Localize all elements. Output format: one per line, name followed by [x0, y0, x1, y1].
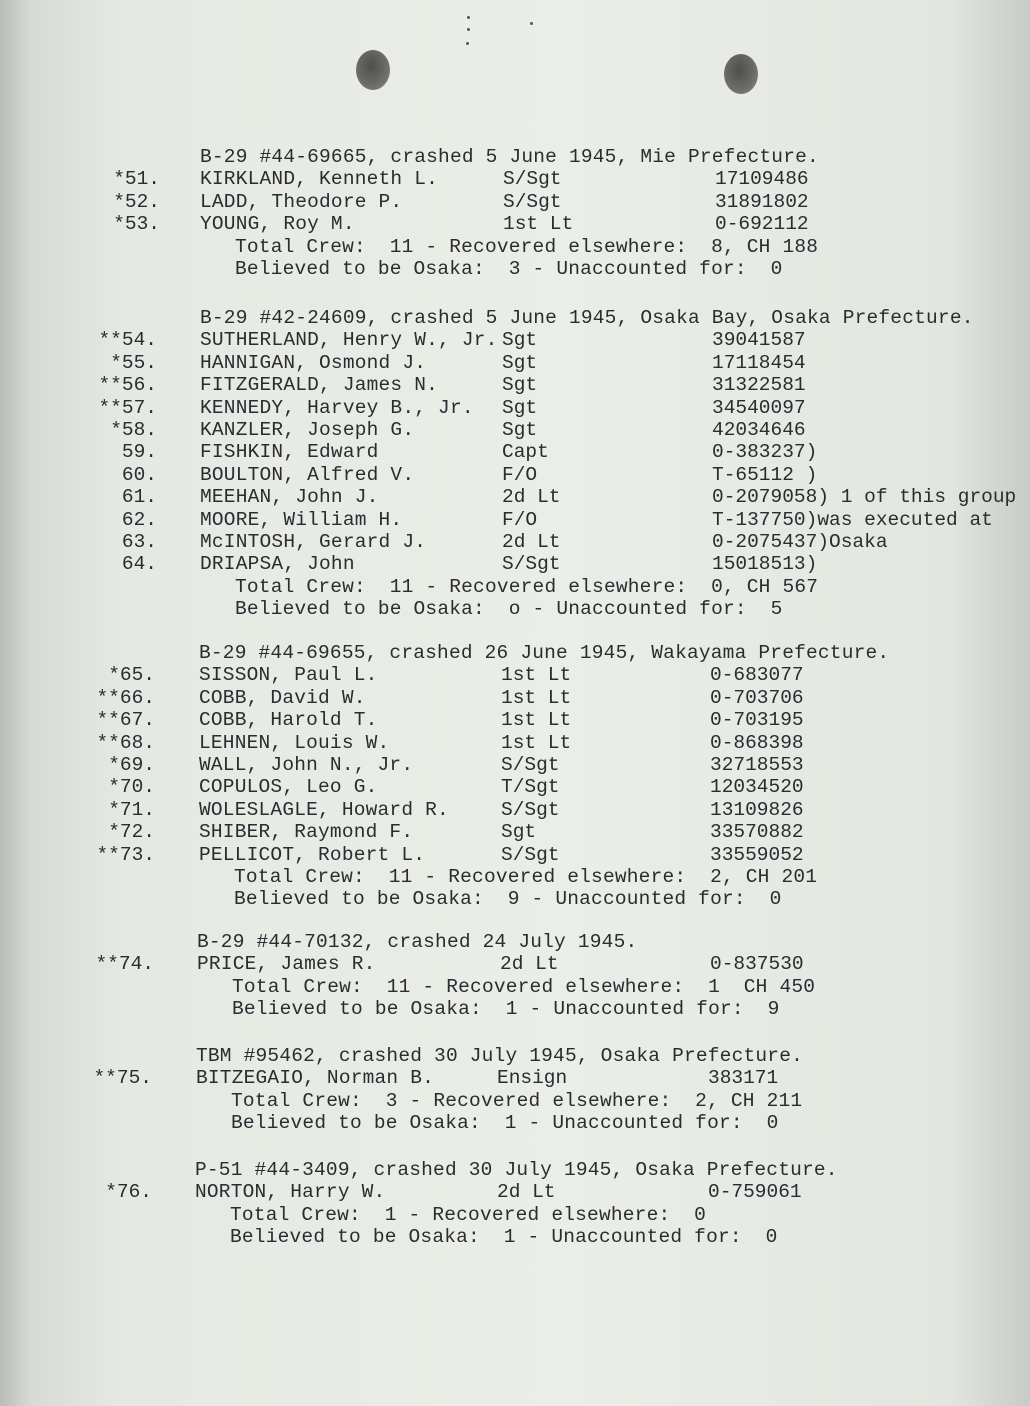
- crew-number: *76.: [105, 1181, 152, 1204]
- crew-serial: 0-2079058) 1 of this group: [712, 486, 1017, 509]
- crew-serial: 32718553: [710, 754, 804, 776]
- crew-name: KENNEDY, Harvey B., Jr.: [200, 396, 474, 419]
- crew-serial: 0-837530: [710, 953, 804, 976]
- crew-rank: S/Sgt: [501, 754, 560, 776]
- crew-rank: Sgt: [502, 374, 538, 397]
- crew-serial: 42034646: [712, 419, 806, 441]
- crew-serial: 0-703195: [710, 709, 804, 732]
- punch-hole-left: [356, 50, 390, 90]
- crew-rank: Ensign: [497, 1067, 568, 1090]
- crew-rank: 2d Lt: [502, 486, 561, 509]
- crash-header: B-29 #42-24609, crashed 5 June 1945, Osaka Bay, Osaka Prefecture.: [200, 307, 974, 329]
- total-crew-line: Total Crew: 11 - Recovered elsewhere: 8, CH 188: [235, 235, 819, 258]
- crew-name: COBB, David W.: [199, 686, 366, 709]
- believed-line: Believed to be Osaka: 1 - Unaccounted for: 0: [230, 1226, 778, 1249]
- crew-rank: S/Sgt: [501, 798, 560, 821]
- crew-name: PRICE, James R.: [197, 953, 376, 976]
- crew-serial: 17109486: [715, 168, 809, 191]
- crew-number: **57.: [98, 396, 157, 419]
- crew-rank: Sgt: [502, 419, 538, 441]
- crew-number: *72.: [108, 821, 155, 844]
- crew-rank: Sgt: [502, 329, 538, 352]
- crew-name: FITZGERALD, James N.: [200, 374, 439, 397]
- crew-name: COPULOS, Leo G.: [199, 776, 378, 799]
- crew-rank: 1st Lt: [501, 731, 572, 754]
- crew-number: **75.: [93, 1067, 152, 1090]
- crew-name: KIRKLAND, Kenneth L.: [200, 168, 439, 191]
- crash-header: TBM #95462, crashed 30 July 1945, Osaka Prefecture.: [196, 1045, 803, 1067]
- crew-rank: Sgt: [501, 821, 537, 844]
- crew-name: McINTOSH, Gerard J.: [200, 531, 427, 553]
- crew-name: HANNIGAN, Osmond J.: [200, 351, 427, 374]
- crew-number: *55.: [110, 351, 157, 374]
- crew-serial: 0-692112: [715, 213, 809, 236]
- believed-line: Believed to be Osaka: 9 - Unaccounted for: 0: [234, 888, 782, 911]
- crew-number: **54.: [98, 329, 157, 352]
- crew-serial: 15018513): [712, 553, 818, 576]
- paper-speck: [467, 28, 470, 31]
- crew-rank: S/Sgt: [503, 168, 562, 191]
- crew-serial: 0-759061: [708, 1181, 802, 1204]
- crew-serial: 33570882: [710, 821, 804, 844]
- crew-serial: 31891802: [715, 190, 809, 213]
- crew-name: LEHNEN, Louis W.: [199, 731, 390, 754]
- crew-rank: 1st Lt: [501, 664, 572, 687]
- crew-number: 59.: [121, 441, 157, 464]
- crew-name: SUTHERLAND, Henry W., Jr.: [200, 329, 498, 352]
- crew-name: SISSON, Paul L.: [199, 664, 378, 687]
- crew-number: *71.: [108, 798, 155, 821]
- believed-line: Believed to be Osaka: 1 - Unaccounted for: 0: [231, 1112, 779, 1135]
- paper-speck: [466, 42, 469, 45]
- crew-number: *51.: [113, 168, 160, 191]
- crew-number: **74.: [95, 953, 154, 976]
- crew-serial: 39041587: [712, 329, 806, 352]
- crew-name: BOULTON, Alfred V.: [200, 463, 415, 486]
- crash-header: B-29 #44-69665, crashed 5 June 1945, Mie Prefecture.: [200, 146, 819, 168]
- crew-serial: 31322581: [712, 374, 806, 397]
- crew-number: **68.: [96, 731, 155, 754]
- paper-speck: [467, 16, 470, 19]
- crew-serial: 0-868398: [710, 731, 804, 754]
- crew-rank: 1st Lt: [501, 686, 572, 709]
- crew-name: PELLICOT, Robert L.: [199, 843, 426, 866]
- crew-number: 62.: [121, 508, 157, 531]
- crew-name: YOUNG, Roy M.: [200, 213, 355, 236]
- believed-line: Believed to be Osaka: 1 - Unaccounted for: 9: [232, 998, 780, 1021]
- believed-line: Believed to be Osaka: o - Unaccounted for: 5: [235, 598, 783, 621]
- crew-number: 63.: [121, 531, 157, 553]
- crew-rank: T/Sgt: [501, 776, 560, 799]
- crew-rank: S/Sgt: [502, 553, 561, 576]
- crash-header: B-29 #44-69655, crashed 26 June 1945, Wakayama Prefecture.: [199, 642, 890, 664]
- crew-name: BITZEGAIO, Norman B.: [196, 1067, 435, 1090]
- crew-rank: 2d Lt: [502, 531, 561, 553]
- total-crew-line: Total Crew: 11 - Recovered elsewhere: 1 CH 450: [232, 975, 816, 998]
- crew-number: *70.: [108, 776, 155, 799]
- total-crew-line: Total Crew: 3 - Recovered elsewhere: 2, CH 211: [231, 1089, 803, 1112]
- crew-serial: 13109826: [710, 798, 804, 821]
- crew-number: **66.: [96, 686, 155, 709]
- crew-serial: T-137750)was executed at: [712, 508, 993, 531]
- crew-rank: 2d Lt: [497, 1181, 556, 1204]
- crew-serial: 12034520: [710, 776, 804, 799]
- crew-rank: F/O: [502, 463, 538, 486]
- crew-rank: Sgt: [502, 351, 538, 374]
- crew-name: KANZLER, Joseph G.: [200, 419, 415, 441]
- crew-name: LADD, Theodore P.: [200, 190, 403, 213]
- crew-serial: 33559052: [710, 843, 804, 866]
- crew-number: 61.: [121, 486, 157, 509]
- crew-serial: 0-2075437)Osaka: [712, 531, 888, 553]
- paper-speck: [530, 22, 533, 25]
- crew-name: NORTON, Harry W.: [195, 1181, 386, 1204]
- crew-serial: 0-683077: [710, 664, 804, 687]
- total-crew-line: Total Crew: 1 - Recovered elsewhere: 0: [230, 1203, 707, 1226]
- crew-rank: Sgt: [502, 396, 538, 419]
- crew-number: *58.: [110, 419, 157, 441]
- crew-rank: Capt: [502, 441, 549, 464]
- crash-header: B-29 #44-70132, crashed 24 July 1945.: [197, 931, 638, 953]
- crew-name: SHIBER, Raymond F.: [199, 821, 414, 844]
- crew-rank: 1st Lt: [503, 213, 574, 236]
- crew-name: DRIAPSA, John: [200, 553, 355, 576]
- punch-hole-right: [724, 54, 758, 94]
- believed-line: Believed to be Osaka: 3 - Unaccounted for: 0: [235, 258, 783, 280]
- crew-name: MOORE, William H.: [200, 508, 403, 531]
- crew-number: **56.: [98, 374, 157, 397]
- crew-number: **73.: [96, 843, 155, 866]
- crew-serial: 383171: [708, 1067, 779, 1090]
- crew-rank: S/Sgt: [501, 843, 560, 866]
- crew-name: COBB, Harold T.: [199, 709, 378, 732]
- crash-header: P-51 #44-3409, crashed 30 July 1945, Osaka Prefecture.: [195, 1159, 838, 1181]
- crew-serial: 0-383237): [712, 441, 818, 464]
- crew-name: WOLESLAGLE, Howard R.: [199, 798, 449, 821]
- crew-number: 60.: [121, 463, 157, 486]
- crew-name: WALL, John N., Jr.: [199, 754, 414, 776]
- crew-number: *53.: [113, 213, 160, 236]
- crew-serial: 0-703706: [710, 686, 804, 709]
- crew-serial: 34540097: [712, 396, 806, 419]
- crew-serial: T-65112 ): [712, 463, 818, 486]
- crew-number: **67.: [96, 709, 155, 732]
- crew-name: MEEHAN, John J.: [200, 486, 379, 509]
- crew-rank: 1st Lt: [501, 709, 572, 732]
- crew-number: 64.: [121, 553, 157, 576]
- crew-rank: F/O: [502, 508, 538, 531]
- crew-name: FISHKIN, Edward: [200, 441, 379, 464]
- crew-number: *65.: [108, 664, 155, 687]
- crew-rank: S/Sgt: [503, 190, 562, 213]
- crew-rank: 2d Lt: [500, 953, 559, 976]
- total-crew-line: Total Crew: 11 - Recovered elsewhere: 0, CH 567: [235, 575, 819, 598]
- crew-number: *69.: [108, 754, 155, 776]
- total-crew-line: Total Crew: 11 - Recovered elsewhere: 2, CH 201: [234, 866, 818, 888]
- crew-serial: 17118454: [712, 351, 806, 374]
- crew-number: *52.: [113, 190, 160, 213]
